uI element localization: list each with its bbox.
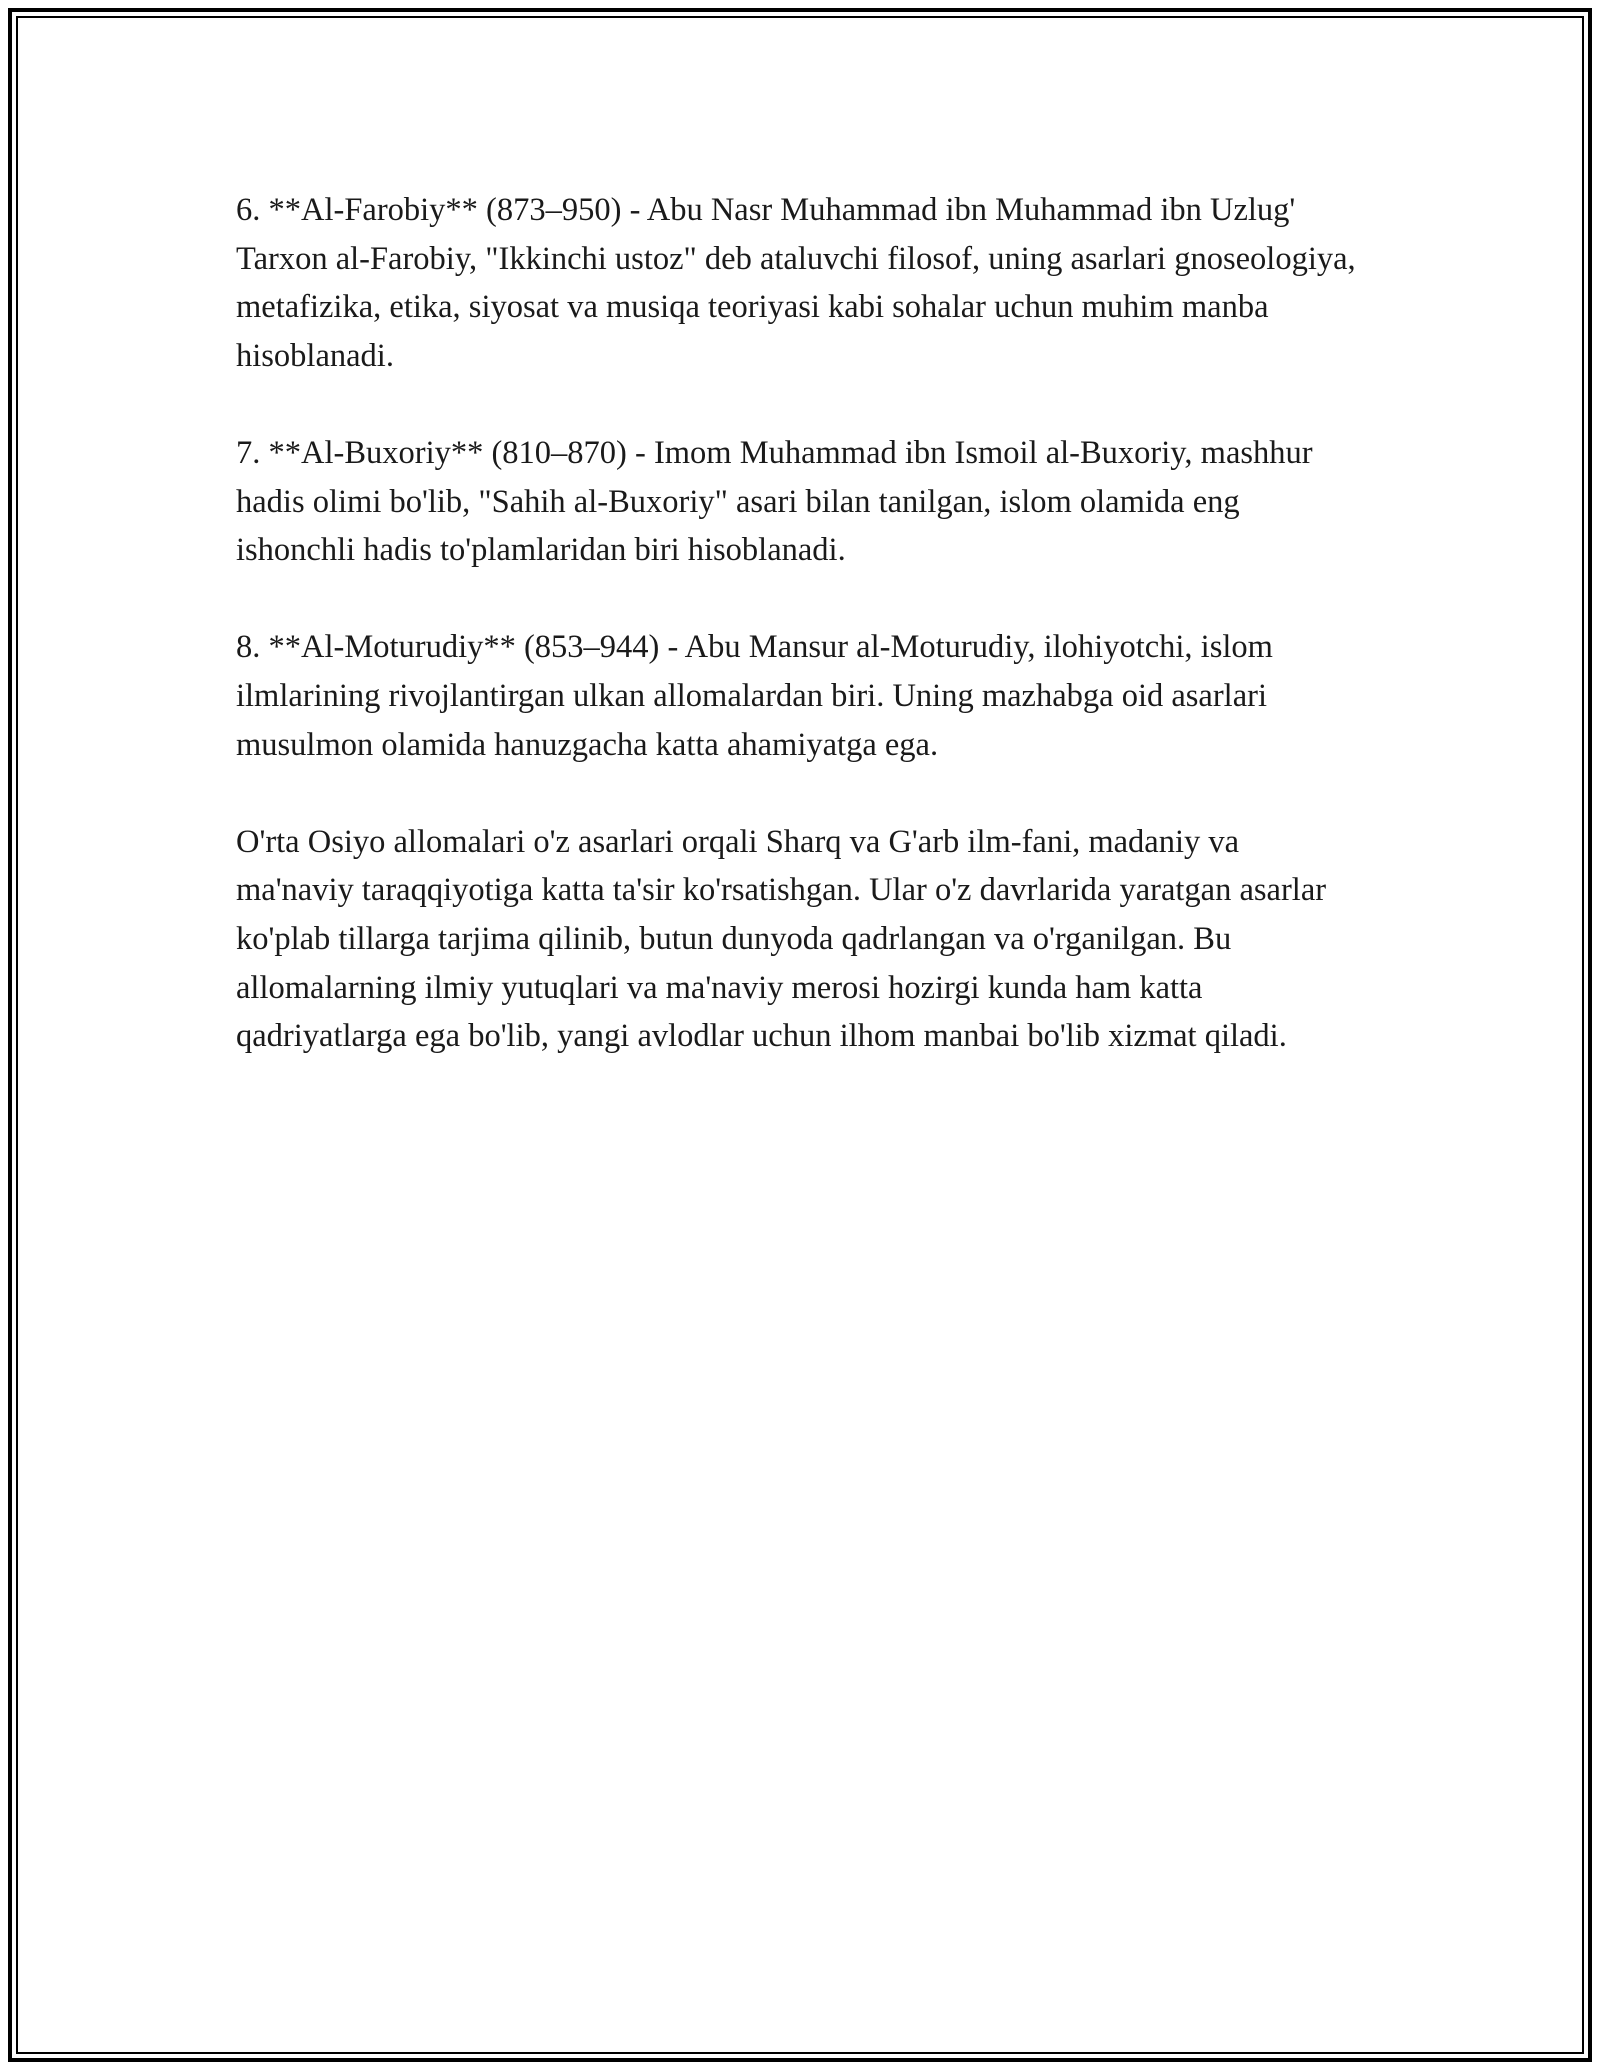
paragraph-al-buxoriy: 7. **Al-Buxoriy** (810–870) - Imom Muhammad ibn Ismoil al-Buxoriy, mashhur hadis olimi bo'lib, "Sahih al-Buxoriy" asari bilan tanilgan, islom olamida eng ishonchli hadis to'plamlaridan biri hisoblanadi.	[236, 434, 1313, 569]
paragraph-al-farobiy: 6. **Al-Farobiy** (873–950) - Abu Nasr Muhammad ibn Muhammad ibn Uzlug' Tarxon al-Farobiy, "Ikkinchi ustoz" deb ataluvchi filosof, uning asarlari gnoseologiya, metafizika, etika, siyosat va musiqa teoriyasi kabi sohalar uchun muhim manba hisoblanadi.	[236, 192, 1356, 374]
document-body	[236, 186, 1364, 1061]
paragraph-al-moturudiy: 8. **Al-Moturudiy** (853–944) - Abu Mansur al-Moturudiy, ilohiyotchi, islom ilmlarining rivojlantirgan ulkan allomalardan biri. Uning mazhabga oid asarlari musulmon olamida hanuzgacha katta ahamiyatga ega.	[236, 629, 1273, 763]
paragraph-conclusion: O'rta Osiyo allomalari o'z asarlari orqali Sharq va G'arb ilm-fani, madaniy va ma'naviy taraqqiyotiga katta ta'sir ko'rsatishgan. Ular o'z davrlarida yaratgan asarlar ko'plab tillarga tarjima qilinib, butun dunyoda qadrlangan va o'rganilgan. Bu allomalarning ilmiy yutuqlari va ma'naviy merosi hozirgi kunda ham katta qadriyatlarga ega bo'lib, yangi avlodlar uchun ilhom manbai bo'lib xizmat qiladi.	[236, 823, 1327, 1055]
